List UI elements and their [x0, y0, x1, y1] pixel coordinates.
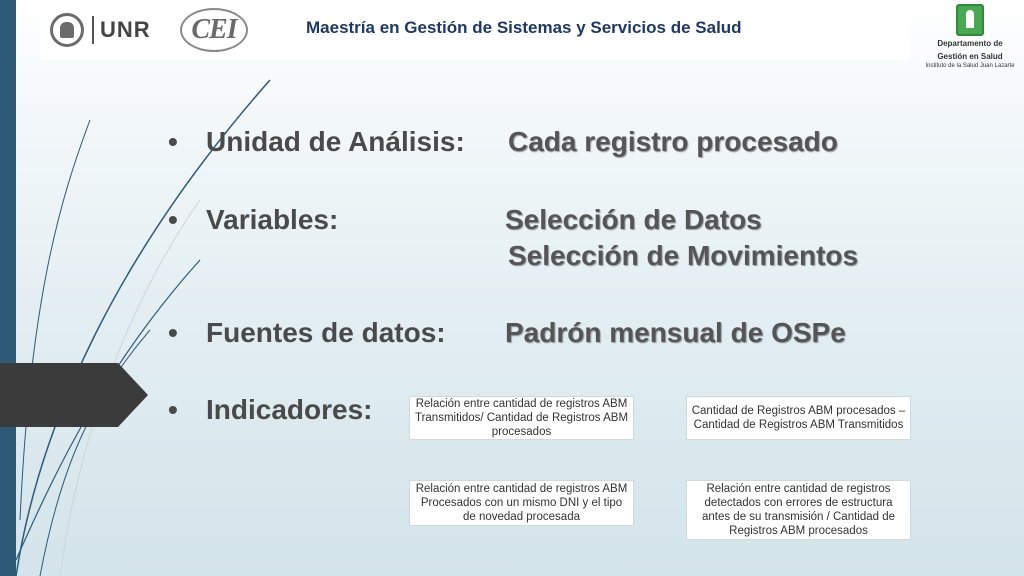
dept-line-2: Gestión en Salud — [937, 52, 1003, 61]
bullet: • — [168, 394, 178, 425]
bullet: • — [168, 204, 178, 235]
decorative-swoosh — [0, 0, 300, 576]
dept-line-3: Instituto de la Salud Juan Lazarte — [925, 63, 1015, 69]
logo-divider — [92, 16, 94, 44]
value-fuentes-datos: Padrón mensual de OSPe — [505, 317, 846, 348]
label-indicadores: Indicadores: — [206, 394, 373, 425]
dept-line-1: Departamento de — [937, 39, 1003, 48]
unr-seal-icon — [50, 13, 84, 47]
department-logo — [920, 4, 1020, 74]
cei-logo — [180, 8, 248, 52]
cei-logo-text: CEI — [191, 14, 237, 45]
tree-icon — [956, 4, 984, 36]
indicator-box-2: Cantidad de Registros ABM procesados – Cantidad de Registros ABM Transmitidos — [686, 396, 911, 440]
page-title: Maestría en Gestión de Sistemas y Servicios de Salud — [306, 18, 742, 37]
indicator-box-3: Relación entre cantidad de registros ABM Procesados con un mismo DNI y el tipo de novedad procesada — [409, 480, 634, 526]
unr-logo-text: UNR — [100, 17, 151, 42]
label-unidad-analisis: Unidad de Análisis: — [206, 126, 465, 157]
bullet: • — [168, 317, 178, 348]
value-seleccion-movimientos: Selección de Movimientos — [508, 240, 859, 271]
value-unidad-analisis: Cada registro procesado — [508, 126, 838, 157]
unr-logo — [50, 10, 151, 50]
decorative-arrow — [0, 363, 148, 427]
indicator-box-1: Relación entre cantidad de registros ABM Transmitidos/ Cantidad de Registros ABM procesados — [409, 396, 634, 440]
bullet: • — [168, 126, 178, 157]
value-seleccion-datos: Selección de Datos — [505, 204, 762, 235]
label-fuentes-datos: Fuentes de datos: — [206, 317, 446, 348]
indicator-box-4: Relación entre cantidad de registros detectados con errores de estructura antes de su transmisión / Cantidad de Registros ABM procesados — [686, 480, 911, 540]
label-variables: Variables: — [206, 204, 339, 235]
